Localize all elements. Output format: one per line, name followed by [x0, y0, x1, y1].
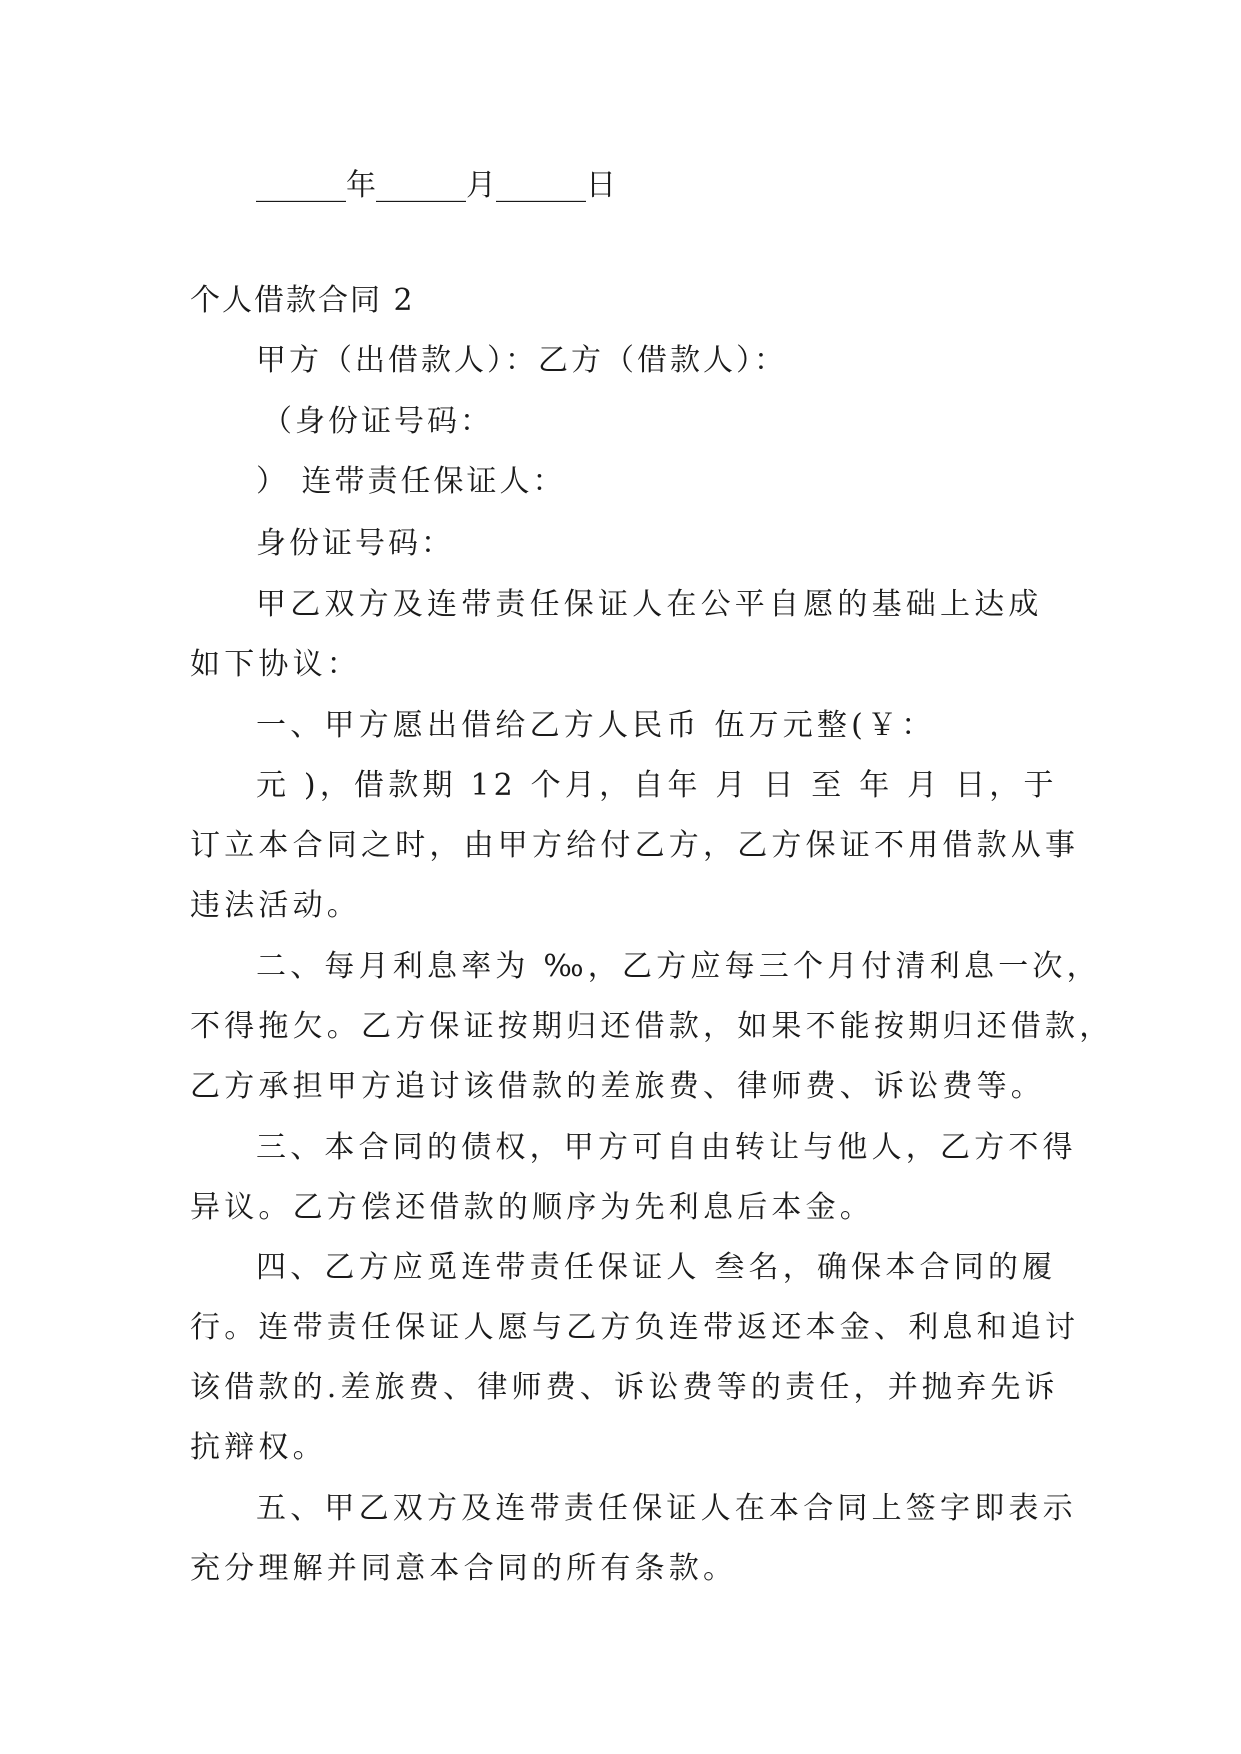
clause-3-line: 异议。乙方偿还借款的顺序为先利息后本金。 — [190, 1190, 874, 1225]
clause-1-line: 订立本合同之时，由甲方给付乙方，乙方保证不用借款从事 — [190, 828, 1080, 863]
guarantor-id-line: 身份证号码： — [256, 526, 454, 561]
date-line: ______年______月______日 — [256, 168, 616, 203]
clause-2-line: 乙方承担甲方追讨该借款的差旅费、律师费、诉讼费等。 — [190, 1069, 1045, 1104]
document-title: 个人借款合同 2 — [190, 283, 415, 318]
clause-1-line: 一、甲方愿出借给乙方人民币 伍万元整(￥： — [256, 708, 936, 743]
clause-4-line: 抗辩权。 — [190, 1430, 327, 1465]
clause-5-line: 五、甲乙双方及连带责任保证人在本合同上签字即表示 — [256, 1491, 1077, 1526]
clause-4-line: 该借款的.差旅费、律师费、诉讼费等的责任，并抛弃先诉 — [190, 1370, 1059, 1405]
clause-1-line: 违法活动。 — [190, 888, 361, 923]
body-line: 甲乙双方及连带责任保证人在公平自愿的基础上达成 — [256, 587, 1043, 622]
guarantor-line: ） 连带责任保证人： — [256, 464, 566, 499]
clause-5-line: 充分理解并同意本合同的所有条款。 — [190, 1551, 738, 1586]
clause-2-line: 不得拖欠。乙方保证按期归还借款，如果不能按期归还借款， — [190, 1009, 1114, 1044]
clause-4-line: 行。连带责任保证人愿与乙方负连带返还本金、利息和追讨 — [190, 1310, 1080, 1345]
clause-1-line: 元 )，借款期 12 个月，自年 月 日 至 年 月 日，于 — [256, 768, 1058, 803]
id-number-line: （身份证号码： — [262, 404, 493, 439]
clause-2-line: 二、每月利息率为 ‰，乙方应每三个月付清利息一次， — [256, 949, 1101, 984]
clause-4-line: 四、乙方应觅连带责任保证人 叁名，确保本合同的履 — [256, 1250, 1057, 1285]
clause-3-line: 三、本合同的债权，甲方可自由转让与他人，乙方不得 — [256, 1130, 1077, 1165]
party-line: 甲方（出借款人）：乙方（借款人）： — [256, 343, 787, 378]
body-line: 如下协议： — [190, 647, 361, 682]
